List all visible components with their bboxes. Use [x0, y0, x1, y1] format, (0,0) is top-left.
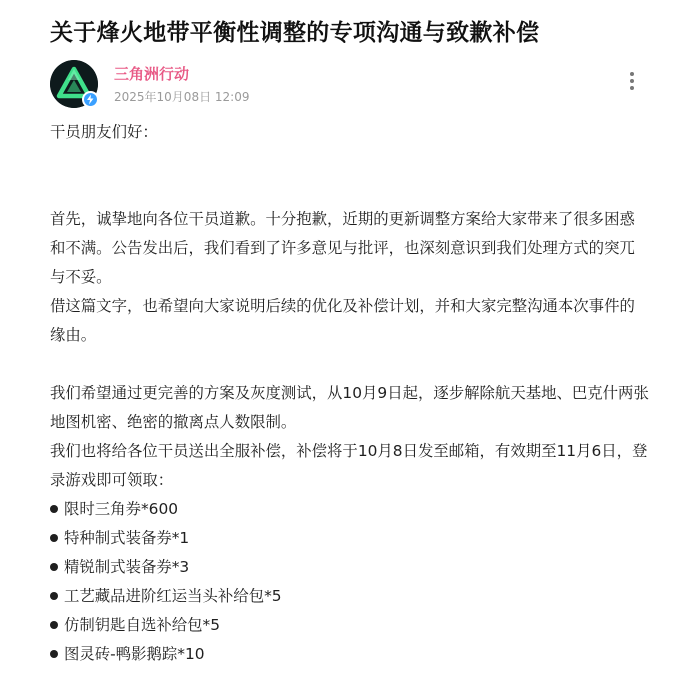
paragraph-gap	[50, 176, 650, 205]
bullet-icon	[50, 563, 58, 571]
reward-item	[50, 640, 650, 669]
reward-item	[50, 553, 650, 582]
article-body	[50, 118, 650, 669]
paragraph-gap	[50, 147, 650, 176]
reward-item	[50, 495, 650, 524]
paragraph-gap	[50, 350, 650, 379]
reward-item-label: 仿制钥匙自选补给包*5	[64, 616, 221, 634]
more-dot	[630, 72, 634, 76]
author-row	[50, 60, 650, 110]
reward-item-label: 限时三角券*600	[64, 500, 179, 518]
bullet-icon	[50, 621, 58, 629]
compensation-paragraph: 我们也将给各位干员送出全服补偿，补偿将于10月8日发至邮箱，有效期至11月6日，登录游戏即可领取：	[50, 442, 648, 489]
bullet-icon	[50, 534, 58, 542]
more-dot	[630, 86, 634, 90]
author-name[interactable]: 三角洲行动	[114, 65, 190, 83]
lightning-icon	[84, 93, 97, 106]
article-title: 关于烽火地带平衡性调整的专项沟通与致歉补偿	[50, 20, 540, 46]
reward-item-label: 特种制式装备券*1	[64, 529, 190, 547]
more-dot	[630, 79, 634, 83]
map-limit-paragraph: 我们希望通过更完善的方案及灰度测试，从10月9日起，逐步解除航天基地、巴克什两张地图机密、绝密的撤离点人数限制。	[50, 384, 649, 431]
apology-paragraph: 首先，诚挚地向各位干员道歉。十分抱歉，近期的更新调整方案给大家带来了很多困惑和不满。公告发出后，我们看到了许多意见与批评，也深刻意识到我们处理方式的突兀与不妥。	[50, 210, 635, 286]
reward-item	[50, 524, 650, 553]
reward-item-label: 工艺藏品进阶红运当头补给包*5	[64, 587, 282, 605]
explanation-paragraph: 借这篇文字，也希望向大家说明后续的优化及补偿计划，并和大家完整沟通本次事件的缘由。	[50, 297, 635, 344]
reward-item-label: 精锐制式装备券*3	[64, 558, 190, 576]
reward-item	[50, 611, 650, 640]
greeting-text: 干员朋友们好：	[50, 123, 158, 141]
reward-item-label: 图灵砖-鸭影鹅踪*10	[64, 645, 205, 663]
bullet-icon	[50, 505, 58, 513]
bullet-icon	[50, 592, 58, 600]
post-timestamp: 2025年10月08日 12:09	[114, 90, 250, 104]
reward-item	[50, 582, 650, 611]
verified-badge-icon	[82, 91, 99, 108]
more-vertical-icon[interactable]	[624, 70, 640, 94]
bullet-icon	[50, 650, 58, 658]
